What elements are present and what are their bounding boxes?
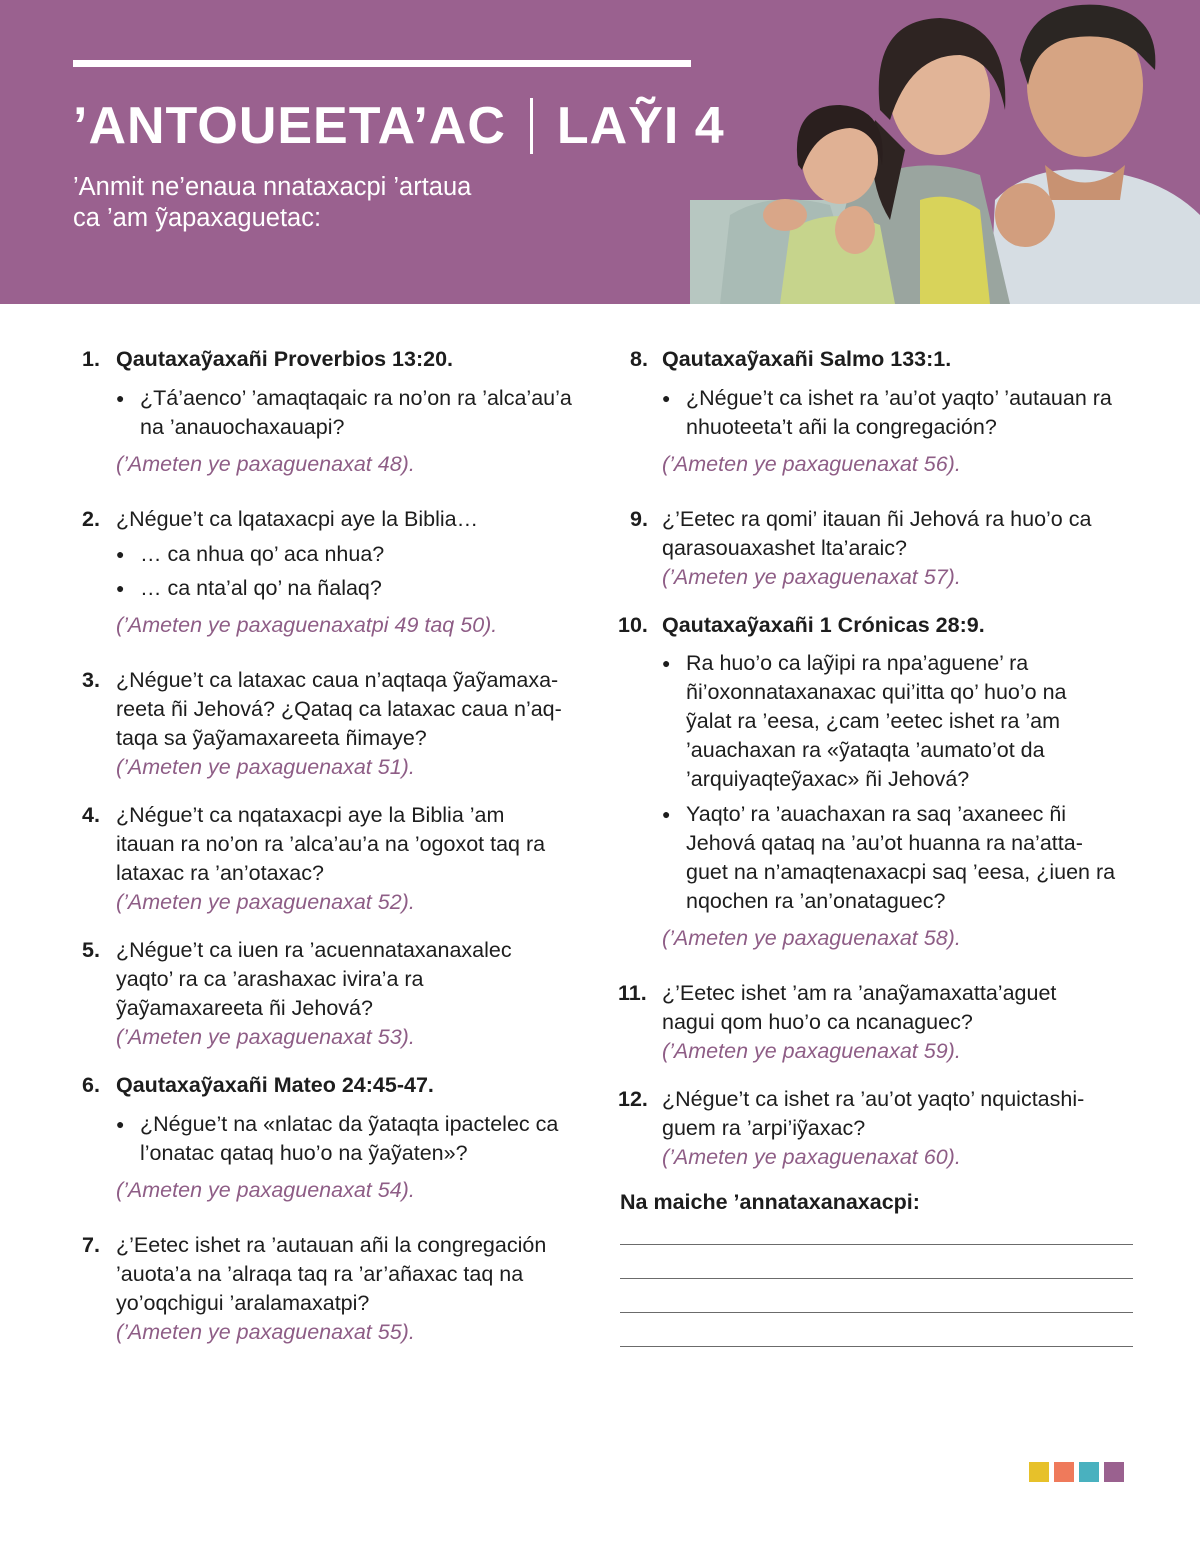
question-number: 7. xyxy=(82,1233,100,1257)
title-separator xyxy=(530,98,533,154)
color-swatches xyxy=(1029,1462,1124,1482)
question-item xyxy=(618,611,1138,953)
reference-text: (’Ameten ye paxaguenaxat 53). xyxy=(116,1025,415,1049)
swatch-purple xyxy=(1104,1462,1124,1482)
note-line[interactable] xyxy=(620,1244,1133,1245)
bullet-item: ● ¿Négue’t na «nlatac da ỹataqta ipactelec ca l’onatac qataq huo’o na ỹaỹaten»? xyxy=(116,1110,570,1168)
questions-column-left xyxy=(82,345,592,1347)
bullet-item: ● ¿Tá’aenco’ ’amaqtaqaic ra no’on ra ’alca’au’a na ’anauochaxauapi? xyxy=(116,384,592,442)
question-text: ¿Négue’t ca iuen ra ’acuennataxanaxalec yaqto’ ra ca ’arashaxac ivira’a ra ỹaỹamaxareeta ñi Jehová? xyxy=(116,938,512,1020)
title-main: ’ANTOUEETA’AC xyxy=(73,97,506,155)
question-text: ¿’Eetec ra qomi’ itauan ñi Jehová ra huo’o ca qarasouaxashet lta’araic? xyxy=(662,507,1092,560)
family-praying-illustration xyxy=(690,0,1200,304)
bullet-item: ● Yaqto’ ra ’auachaxan ra saq ’axaneec ñi Jehová qataq na ’au’ot huanna ra na’atta-guet na n’amaqtenaxacpi saq ’eesa, ¿iuen ra nqochen ra ’an’onataguec? xyxy=(662,800,1116,916)
reference-text: (’Ameten ye paxaguenaxat 58). xyxy=(662,926,961,950)
question-number: 11. xyxy=(618,981,647,1005)
note-line[interactable] xyxy=(620,1312,1133,1313)
bullet-item: ● … ca nhua qo’ aca nhua? xyxy=(116,540,592,569)
reference-text: (’Ameten ye paxaguenaxat 51). xyxy=(116,755,415,779)
title-lesson: LAỸI 4 xyxy=(556,97,725,155)
swatch-teal xyxy=(1079,1462,1099,1482)
swatch-coral xyxy=(1054,1462,1074,1482)
question-item xyxy=(618,505,1138,592)
reference-text: (’Ameten ye paxaguenaxat 60). xyxy=(662,1145,961,1169)
page-subtitle xyxy=(73,172,593,234)
question-item xyxy=(82,801,592,917)
question-item xyxy=(618,345,1138,479)
bullet-item: ● ¿Négue’t ca ishet ra ’au’ot yaqto’ ’autauan ra nhuoteeta’t añi la congregación? xyxy=(662,384,1138,442)
subtitle-line: ca ’am ỹapaxaguetac: xyxy=(73,204,322,232)
question-number: 10. xyxy=(618,613,648,637)
question-text: ¿’Eetec ishet ’am ra ’anaỹamaxatta’aguet nagui qom huo’o ca ncanaguec? xyxy=(662,981,1057,1034)
reference-text: (’Ameten ye paxaguenaxat 54). xyxy=(116,1178,415,1202)
questions-column-right xyxy=(618,345,1138,1172)
question-text: Qautaxaỹaxañi Mateo 24:45-47. xyxy=(116,1073,434,1097)
question-number: 3. xyxy=(82,668,100,692)
question-text: ¿Négue’t ca lataxac caua n’aqtaqa ỹaỹamaxa-reeta ñi Jehová? ¿Qataq ca lataxac caua n’aq-taqa sa ỹaỹamaxareeta ñimaye? xyxy=(116,668,562,750)
question-number: 2. xyxy=(82,507,100,531)
question-item xyxy=(82,666,592,782)
subtitle-line: ’Anmit ne’enaua nnataxacpi ’artaua xyxy=(73,173,472,201)
question-text: Qautaxaỹaxañi Salmo 133:1. xyxy=(662,347,952,371)
question-item xyxy=(82,936,592,1052)
reference-text: (’Ameten ye paxaguenaxat 57). xyxy=(662,565,961,589)
question-number: 8. xyxy=(630,347,648,371)
reference-text: (’Ameten ye paxaguenaxat 55). xyxy=(116,1320,415,1344)
reference-text: (’Ameten ye paxaguenaxat 48). xyxy=(116,452,415,476)
question-number: 9. xyxy=(630,507,648,531)
question-item xyxy=(82,1071,592,1205)
bullet-item: ● Ra huo’o ca laỹipi ra npa’aguene’ ra ñi’oxonnataxanaxac qui’itta qo’ huo’o na ỹalat ra ’eesa, ¿cam ’eetec ishet ra ’am ’auachaxan ra «ỹataqta ’aumato’ot da ’arquiyaqteỹaxac» ñi Jehová? xyxy=(662,649,1116,794)
question-number: 12. xyxy=(618,1087,648,1111)
header-banner xyxy=(0,0,1200,304)
bullet-item: ● … ca nta’al qo’ na ñalaq? xyxy=(116,574,592,603)
reference-text: (’Ameten ye paxaguenaxat 56). xyxy=(662,452,961,476)
question-number: 6. xyxy=(82,1073,100,1097)
question-number: 5. xyxy=(82,938,100,962)
question-text: ¿Négue’t ca ishet ra ’au’ot yaqto’ nquictashi-guem ra ’arpi’iỹaxac? xyxy=(662,1087,1085,1140)
question-text: Qautaxaỹaxañi 1 Crónicas 28:9. xyxy=(662,613,985,637)
question-item xyxy=(82,1231,592,1347)
reference-text: (’Ameten ye paxaguenaxat 52). xyxy=(116,890,415,914)
note-line[interactable] xyxy=(620,1346,1133,1347)
question-number: 1. xyxy=(82,347,100,371)
swatch-yellow xyxy=(1029,1462,1049,1482)
notes-title: Na maiche ’annataxanaxacpi: xyxy=(620,1190,920,1214)
note-line[interactable] xyxy=(620,1278,1133,1279)
question-text: Qautaxaỹaxañi Proverbios 13:20. xyxy=(116,347,454,371)
reference-text: (’Ameten ye paxaguenaxatpi 49 taq 50). xyxy=(116,613,498,637)
question-item xyxy=(82,345,592,479)
reference-text: (’Ameten ye paxaguenaxat 59). xyxy=(662,1039,961,1063)
question-text: ¿’Eetec ishet ra ’autauan añi la congregación ’auota’a na ’alraqa taq ra ’ar’añaxac taq na yo’oqchigui ’aralamaxatpi? xyxy=(116,1233,547,1315)
page-title xyxy=(73,96,725,156)
question-text: ¿Négue’t ca nqataxacpi aye la Biblia ’am itauan ra no’on ra ’alca’au’a na ’ogoxot taq ra lataxac ra ’an’otaxac? xyxy=(116,803,546,885)
question-text: ¿Négue’t ca lqataxacpi aye la Biblia… xyxy=(116,507,479,531)
header-rule xyxy=(73,60,691,67)
question-number: 4. xyxy=(82,803,100,827)
question-item xyxy=(82,505,592,640)
question-item xyxy=(618,1085,1138,1172)
question-item xyxy=(618,979,1138,1066)
